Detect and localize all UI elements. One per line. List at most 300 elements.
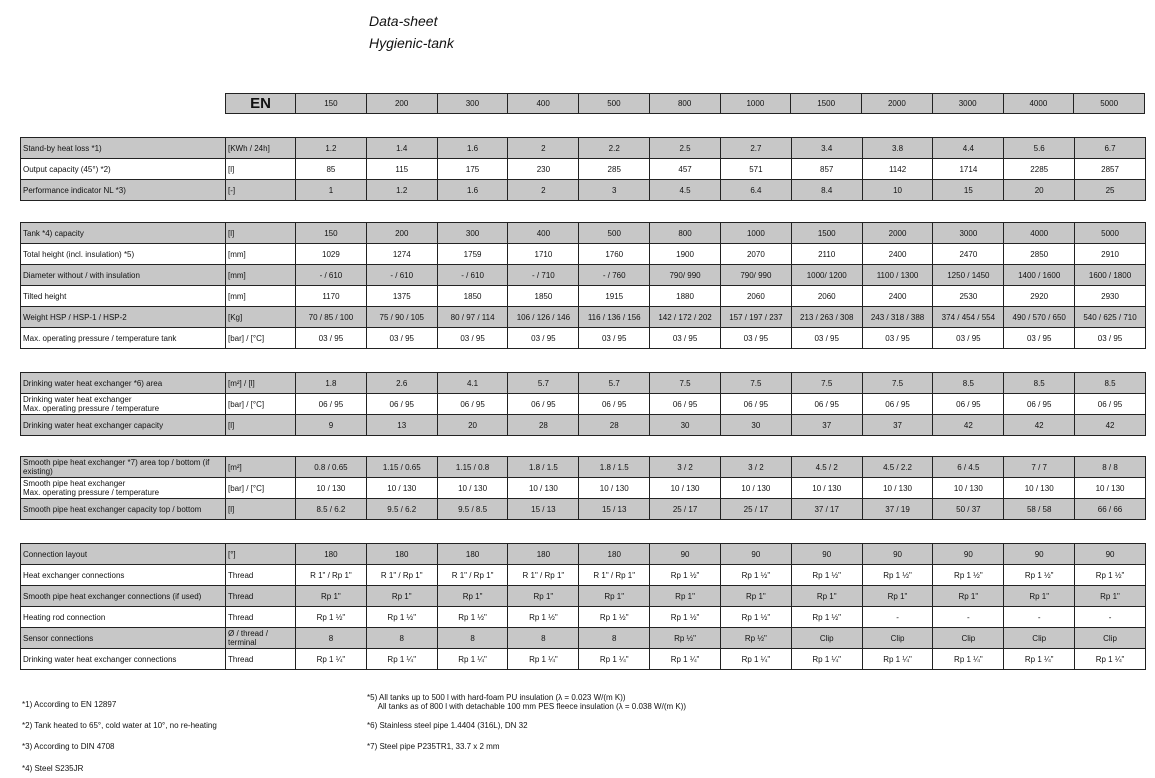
value-cell: 28 — [579, 415, 650, 436]
value-cell: 03 / 95 — [720, 328, 791, 349]
value-cell: 25 / 17 — [720, 499, 791, 520]
row-unit: [KWh / 24h] — [226, 138, 296, 159]
value-cell: 1759 — [437, 244, 508, 265]
value-cell: 15 / 13 — [508, 499, 579, 520]
value-cell: - — [1075, 607, 1146, 628]
value-cell: Rp 1 ½" — [508, 607, 579, 628]
value-cell: 5.7 — [508, 373, 579, 394]
value-cell: 2060 — [720, 286, 791, 307]
value-cell: Rp 1 ½" — [1075, 565, 1146, 586]
value-cell: 03 / 95 — [579, 328, 650, 349]
value-cell: 1850 — [437, 286, 508, 307]
row-unit: [bar] / [°C] — [226, 328, 296, 349]
value-cell: 4.1 — [437, 373, 508, 394]
value-cell: 230 — [508, 159, 579, 180]
value-cell: Rp 1 ½" — [720, 607, 791, 628]
row-label: Drinking water heat exchanger capacity — [21, 415, 226, 436]
value-cell: 1.8 / 1.5 — [579, 457, 650, 478]
value-cell: 2 — [508, 180, 579, 201]
value-cell: Rp 1 ¼" — [720, 649, 791, 670]
value-cell: 1375 — [366, 286, 437, 307]
value-cell: 70 / 85 / 100 — [296, 307, 367, 328]
value-cell: 7.5 — [791, 373, 862, 394]
footnote: *6) Stainless steel pipe 1.4404 (316L), DN 32 — [367, 721, 528, 730]
row-label: Total height (incl. insulation) *5) — [21, 244, 226, 265]
value-cell: 1880 — [650, 286, 721, 307]
doc-subtitle: Hygienic-tank — [369, 35, 454, 51]
value-cell: 180 — [579, 544, 650, 565]
row-label: Weight HSP / HSP-1 / HSP-2 — [21, 307, 226, 328]
value-cell: 8 / 8 — [1075, 457, 1146, 478]
value-cell: Rp 1" — [862, 586, 933, 607]
value-cell: 180 — [366, 544, 437, 565]
value-cell: 1100 / 1300 — [862, 265, 933, 286]
value-cell: 200 — [366, 223, 437, 244]
value-cell: 06 / 95 — [437, 394, 508, 415]
header-cell: 200 — [366, 94, 437, 114]
value-cell: 06 / 95 — [650, 394, 721, 415]
value-cell: 4.5 / 2.2 — [862, 457, 933, 478]
table-row — [21, 159, 1146, 180]
value-cell: 4000 — [1004, 223, 1075, 244]
value-cell: 06 / 95 — [1004, 394, 1075, 415]
value-cell: 03 / 95 — [862, 328, 933, 349]
value-cell: 25 / 17 — [650, 499, 721, 520]
value-cell: 3 / 2 — [720, 457, 791, 478]
value-cell: - — [1004, 607, 1075, 628]
value-cell: 28 — [508, 415, 579, 436]
value-cell: 90 — [791, 544, 862, 565]
value-cell: 03 / 95 — [650, 328, 721, 349]
value-cell: 2400 — [862, 244, 933, 265]
value-cell: 03 / 95 — [437, 328, 508, 349]
header-cell: 4000 — [1003, 94, 1074, 114]
value-cell: 5.6 — [1004, 138, 1075, 159]
table-row — [21, 307, 1146, 328]
value-cell: 06 / 95 — [1075, 394, 1146, 415]
value-cell: 1850 — [508, 286, 579, 307]
value-cell: 10 / 130 — [296, 478, 367, 499]
header-cell: 3000 — [932, 94, 1003, 114]
value-cell: 15 / 13 — [579, 499, 650, 520]
value-cell: 13 — [366, 415, 437, 436]
value-cell: 1142 — [862, 159, 933, 180]
value-cell: 500 — [579, 223, 650, 244]
value-cell: 300 — [437, 223, 508, 244]
value-cell: 20 — [1004, 180, 1075, 201]
value-cell: 1000/ 1200 — [791, 265, 862, 286]
value-cell: 1.8 — [296, 373, 367, 394]
row-unit: [mm] — [226, 265, 296, 286]
value-cell: 90 — [933, 544, 1004, 565]
value-cell: - / 760 — [579, 265, 650, 286]
row-unit: [°] — [226, 544, 296, 565]
value-cell: Rp 1 ¼" — [296, 649, 367, 670]
value-cell: 90 — [862, 544, 933, 565]
value-cell: 1600 / 1800 — [1075, 265, 1146, 286]
value-cell: 10 / 130 — [1075, 478, 1146, 499]
row-unit: [Kg] — [226, 307, 296, 328]
value-cell: 8 — [508, 628, 579, 649]
value-cell: 90 — [1004, 544, 1075, 565]
value-cell: 1.4 — [366, 138, 437, 159]
value-cell: - / 610 — [296, 265, 367, 286]
value-cell: Rp 1 ½" — [933, 565, 1004, 586]
value-cell: Rp 1" — [366, 586, 437, 607]
value-cell: 1000 — [720, 223, 791, 244]
value-cell: 2.5 — [650, 138, 721, 159]
value-cell: 2.6 — [366, 373, 437, 394]
value-cell: Rp 1" — [508, 586, 579, 607]
value-cell: R 1" / Rp 1" — [579, 565, 650, 586]
value-cell: 2.7 — [720, 138, 791, 159]
row-unit: [m²] / [l] — [226, 373, 296, 394]
value-cell: 90 — [650, 544, 721, 565]
value-cell: 8 — [366, 628, 437, 649]
row-unit: [l] — [226, 223, 296, 244]
value-cell: Rp 1" — [720, 586, 791, 607]
value-cell: 10 / 130 — [933, 478, 1004, 499]
value-cell: 8.4 — [791, 180, 862, 201]
value-cell: 42 — [1004, 415, 1075, 436]
spec-table-section — [20, 372, 1146, 436]
header-cell: 800 — [649, 94, 720, 114]
value-cell: Rp 1 ¼" — [650, 649, 721, 670]
value-cell: 180 — [296, 544, 367, 565]
row-unit: Thread — [226, 649, 296, 670]
spec-table-section — [20, 456, 1146, 520]
row-label: Smooth pipe heat exchanger connections (if used) — [21, 586, 226, 607]
value-cell: 58 / 58 — [1004, 499, 1075, 520]
value-cell: 1.15 / 0.8 — [437, 457, 508, 478]
value-cell: 03 / 95 — [791, 328, 862, 349]
value-cell: 4.5 — [650, 180, 721, 201]
table-row — [21, 478, 1146, 499]
value-cell: 2470 — [933, 244, 1004, 265]
value-cell: 10 / 130 — [508, 478, 579, 499]
value-cell: 1.2 — [296, 138, 367, 159]
footnote: *4) Steel S235JR — [22, 764, 84, 773]
value-cell: Rp 1 ½" — [791, 607, 862, 628]
value-cell: 2910 — [1075, 244, 1146, 265]
row-label: Heat exchanger connections — [21, 565, 226, 586]
value-cell: 1170 — [296, 286, 367, 307]
value-cell: Rp 1" — [650, 586, 721, 607]
header-cell: 300 — [437, 94, 508, 114]
row-label: Diameter without / with insulation — [21, 265, 226, 286]
value-cell: Rp 1 ¼" — [366, 649, 437, 670]
value-cell: 213 / 263 / 308 — [791, 307, 862, 328]
value-cell: 7.5 — [650, 373, 721, 394]
row-label: Smooth pipe heat exchanger Max. operating pressure / temperature — [21, 478, 226, 499]
value-cell: 80 / 97 / 114 — [437, 307, 508, 328]
value-cell: 150 — [296, 223, 367, 244]
value-cell: 15 — [933, 180, 1004, 201]
doc-title: Data-sheet — [369, 13, 438, 29]
value-cell: R 1" / Rp 1" — [296, 565, 367, 586]
table-row — [21, 286, 1146, 307]
value-cell: 06 / 95 — [296, 394, 367, 415]
value-cell: 1.2 — [366, 180, 437, 201]
row-label: Smooth pipe heat exchanger capacity top / bottom — [21, 499, 226, 520]
value-cell: 1 — [296, 180, 367, 201]
value-cell: 06 / 95 — [508, 394, 579, 415]
header-cell: 1500 — [791, 94, 862, 114]
value-cell: Rp 1 ¼" — [508, 649, 579, 670]
value-cell: 790/ 990 — [650, 265, 721, 286]
value-cell: 857 — [791, 159, 862, 180]
footnote: *1) According to EN 12897 — [22, 700, 117, 709]
value-cell: 8.5 — [1004, 373, 1075, 394]
value-cell: 490 / 570 / 650 — [1004, 307, 1075, 328]
value-cell: 1250 / 1450 — [933, 265, 1004, 286]
value-cell: 3000 — [933, 223, 1004, 244]
row-unit: [mm] — [226, 286, 296, 307]
table-row — [21, 607, 1146, 628]
value-cell: 10 / 130 — [650, 478, 721, 499]
row-unit: [l] — [226, 499, 296, 520]
value-cell: Rp 1" — [1004, 586, 1075, 607]
row-label: Tilted height — [21, 286, 226, 307]
value-cell: 20 — [437, 415, 508, 436]
value-cell: 7 / 7 — [1004, 457, 1075, 478]
value-cell: Clip — [862, 628, 933, 649]
value-cell: 3.8 — [862, 138, 933, 159]
value-cell: 1029 — [296, 244, 367, 265]
header-cell: 2000 — [862, 94, 933, 114]
value-cell: Rp 1 ½" — [862, 565, 933, 586]
value-cell: 1900 — [650, 244, 721, 265]
value-cell: 1710 — [508, 244, 579, 265]
value-cell: 800 — [650, 223, 721, 244]
spec-table-section — [20, 222, 1146, 349]
row-unit: Ø / thread / terminal — [226, 628, 296, 649]
row-unit: Thread — [226, 586, 296, 607]
table-row — [21, 586, 1146, 607]
row-label: Max. operating pressure / temperature tank — [21, 328, 226, 349]
row-unit: [mm] — [226, 244, 296, 265]
value-cell: - / 610 — [366, 265, 437, 286]
value-cell: 1.6 — [437, 180, 508, 201]
value-cell: 175 — [437, 159, 508, 180]
value-cell: - / 710 — [508, 265, 579, 286]
value-cell: 9.5 / 8.5 — [437, 499, 508, 520]
value-cell: 75 / 90 / 105 — [366, 307, 437, 328]
value-cell: 1.15 / 0.65 — [366, 457, 437, 478]
value-cell: 2920 — [1004, 286, 1075, 307]
value-cell: Rp 1 ¼" — [579, 649, 650, 670]
header-table — [225, 93, 1145, 114]
value-cell: 2060 — [791, 286, 862, 307]
value-cell: 1714 — [933, 159, 1004, 180]
value-cell: 1400 / 1600 — [1004, 265, 1075, 286]
spec-table-section — [20, 137, 1146, 201]
value-cell: Rp 1 ½" — [720, 565, 791, 586]
row-label: Smooth pipe heat exchanger *7) area top / bottom (if existing) — [21, 457, 226, 478]
row-unit: [bar] / [°C] — [226, 394, 296, 415]
value-cell: 5000 — [1075, 223, 1146, 244]
row-label: Tank *4) capacity — [21, 223, 226, 244]
table-row — [21, 649, 1146, 670]
row-label: Heating rod connection — [21, 607, 226, 628]
value-cell: 115 — [366, 159, 437, 180]
value-cell: Clip — [1004, 628, 1075, 649]
row-label: Sensor connections — [21, 628, 226, 649]
value-cell: 6 / 4.5 — [933, 457, 1004, 478]
standard-label: EN — [226, 94, 296, 114]
table-row — [21, 138, 1146, 159]
value-cell: 1915 — [579, 286, 650, 307]
value-cell: 42 — [1075, 415, 1146, 436]
value-cell: Clip — [791, 628, 862, 649]
header-cell: 1000 — [720, 94, 791, 114]
value-cell: 142 / 172 / 202 — [650, 307, 721, 328]
value-cell: 10 — [862, 180, 933, 201]
value-cell: Rp ½" — [650, 628, 721, 649]
value-cell: 1.8 / 1.5 — [508, 457, 579, 478]
value-cell: Rp 1 ½" — [366, 607, 437, 628]
value-cell: 2.2 — [579, 138, 650, 159]
value-cell: 06 / 95 — [862, 394, 933, 415]
value-cell: Rp 1" — [933, 586, 1004, 607]
value-cell: R 1" / Rp 1" — [437, 565, 508, 586]
value-cell: 10 / 130 — [579, 478, 650, 499]
value-cell: 6.7 — [1075, 138, 1146, 159]
table-row — [21, 223, 1146, 244]
value-cell: 03 / 95 — [1075, 328, 1146, 349]
value-cell: 1500 — [791, 223, 862, 244]
value-cell: R 1" / Rp 1" — [508, 565, 579, 586]
table-row — [21, 373, 1146, 394]
value-cell: 457 — [650, 159, 721, 180]
value-cell: 30 — [720, 415, 791, 436]
value-cell: 03 / 95 — [933, 328, 1004, 349]
value-cell: 30 — [650, 415, 721, 436]
value-cell: 571 — [720, 159, 791, 180]
value-cell: 2110 — [791, 244, 862, 265]
row-label: Performance indicator NL *3) — [21, 180, 226, 201]
value-cell: 374 / 454 / 554 — [933, 307, 1004, 328]
value-cell: 400 — [508, 223, 579, 244]
value-cell: Rp 1" — [1075, 586, 1146, 607]
row-label: Drinking water heat exchanger connections — [21, 649, 226, 670]
value-cell: Rp 1 ¼" — [933, 649, 1004, 670]
value-cell: Rp 1 ¼" — [1075, 649, 1146, 670]
value-cell: Rp 1 ½" — [437, 607, 508, 628]
header-cell: 400 — [508, 94, 579, 114]
row-unit: [l] — [226, 159, 296, 180]
value-cell: 3 — [579, 180, 650, 201]
table-row — [21, 499, 1146, 520]
value-cell: Clip — [1075, 628, 1146, 649]
table-row — [21, 244, 1146, 265]
row-unit: [bar] / [°C] — [226, 478, 296, 499]
row-label: Drinking water heat exchanger Max. operating pressure / temperature — [21, 394, 226, 415]
value-cell: 03 / 95 — [1004, 328, 1075, 349]
header-row — [226, 94, 1145, 114]
value-cell: Rp 1" — [791, 586, 862, 607]
value-cell: 4.4 — [933, 138, 1004, 159]
value-cell: 106 / 126 / 146 — [508, 307, 579, 328]
value-cell: 790/ 990 — [720, 265, 791, 286]
value-cell: 1760 — [579, 244, 650, 265]
table-row — [21, 544, 1146, 565]
value-cell: 1274 — [366, 244, 437, 265]
value-cell: 2 — [508, 138, 579, 159]
value-cell: 10 / 130 — [791, 478, 862, 499]
footnote: *3) According to DIN 4708 — [22, 742, 115, 751]
value-cell: Rp 1 ½" — [296, 607, 367, 628]
header-cell: 500 — [579, 94, 650, 114]
table-row — [21, 328, 1146, 349]
value-cell: 06 / 95 — [579, 394, 650, 415]
value-cell: 37 — [791, 415, 862, 436]
value-cell: 10 / 130 — [366, 478, 437, 499]
value-cell: 10 / 130 — [720, 478, 791, 499]
value-cell: 8 — [296, 628, 367, 649]
footnote: *5) All tanks up to 500 l with hard-foam PU insulation (λ = 0.023 W/(m K)) All tanks as of 800 l with detachable 100 mm PES fleece insulation (λ = 0.038 W/(m K)) — [367, 693, 687, 711]
value-cell: 2000 — [862, 223, 933, 244]
header-cell: 150 — [296, 94, 367, 114]
footnote: *7) Steel pipe P235TR1, 33.7 x 2 mm — [367, 742, 500, 751]
value-cell: 10 / 130 — [1004, 478, 1075, 499]
value-cell: 06 / 95 — [366, 394, 437, 415]
value-cell: 6.4 — [720, 180, 791, 201]
value-cell: Rp 1 ¼" — [862, 649, 933, 670]
value-cell: 2070 — [720, 244, 791, 265]
row-unit: [l] — [226, 415, 296, 436]
table-row — [21, 457, 1146, 478]
value-cell: Rp 1 ½" — [791, 565, 862, 586]
table-row — [21, 415, 1146, 436]
value-cell: R 1" / Rp 1" — [366, 565, 437, 586]
value-cell: 3.4 — [791, 138, 862, 159]
value-cell: 42 — [933, 415, 1004, 436]
table-row — [21, 565, 1146, 586]
footnote: *2) Tank heated to 65°, cold water at 10°, no re-heating — [22, 721, 217, 730]
value-cell: Rp ½" — [720, 628, 791, 649]
value-cell: 06 / 95 — [933, 394, 1004, 415]
row-label: Stand-by heat loss *1) — [21, 138, 226, 159]
value-cell: - / 610 — [437, 265, 508, 286]
value-cell: - — [862, 607, 933, 628]
value-cell: 8 — [437, 628, 508, 649]
value-cell: 7.5 — [720, 373, 791, 394]
value-cell: 06 / 95 — [720, 394, 791, 415]
row-label: Drinking water heat exchanger *6) area — [21, 373, 226, 394]
value-cell: 116 / 136 / 156 — [579, 307, 650, 328]
value-cell: 2285 — [1004, 159, 1075, 180]
value-cell: 8 — [579, 628, 650, 649]
value-cell: 90 — [720, 544, 791, 565]
value-cell: Rp 1" — [579, 586, 650, 607]
value-cell: Rp 1 ¼" — [437, 649, 508, 670]
value-cell: 180 — [437, 544, 508, 565]
value-cell: 2857 — [1075, 159, 1146, 180]
value-cell: 5.7 — [579, 373, 650, 394]
value-cell: 180 — [508, 544, 579, 565]
value-cell: 25 — [1075, 180, 1146, 201]
value-cell: 37 / 19 — [862, 499, 933, 520]
value-cell: 2850 — [1004, 244, 1075, 265]
table-row — [21, 628, 1146, 649]
value-cell: 03 / 95 — [508, 328, 579, 349]
value-cell: 2530 — [933, 286, 1004, 307]
value-cell: Rp 1 ½" — [650, 565, 721, 586]
row-unit: [m²] — [226, 457, 296, 478]
value-cell: 7.5 — [862, 373, 933, 394]
value-cell: Rp 1 ½" — [579, 607, 650, 628]
